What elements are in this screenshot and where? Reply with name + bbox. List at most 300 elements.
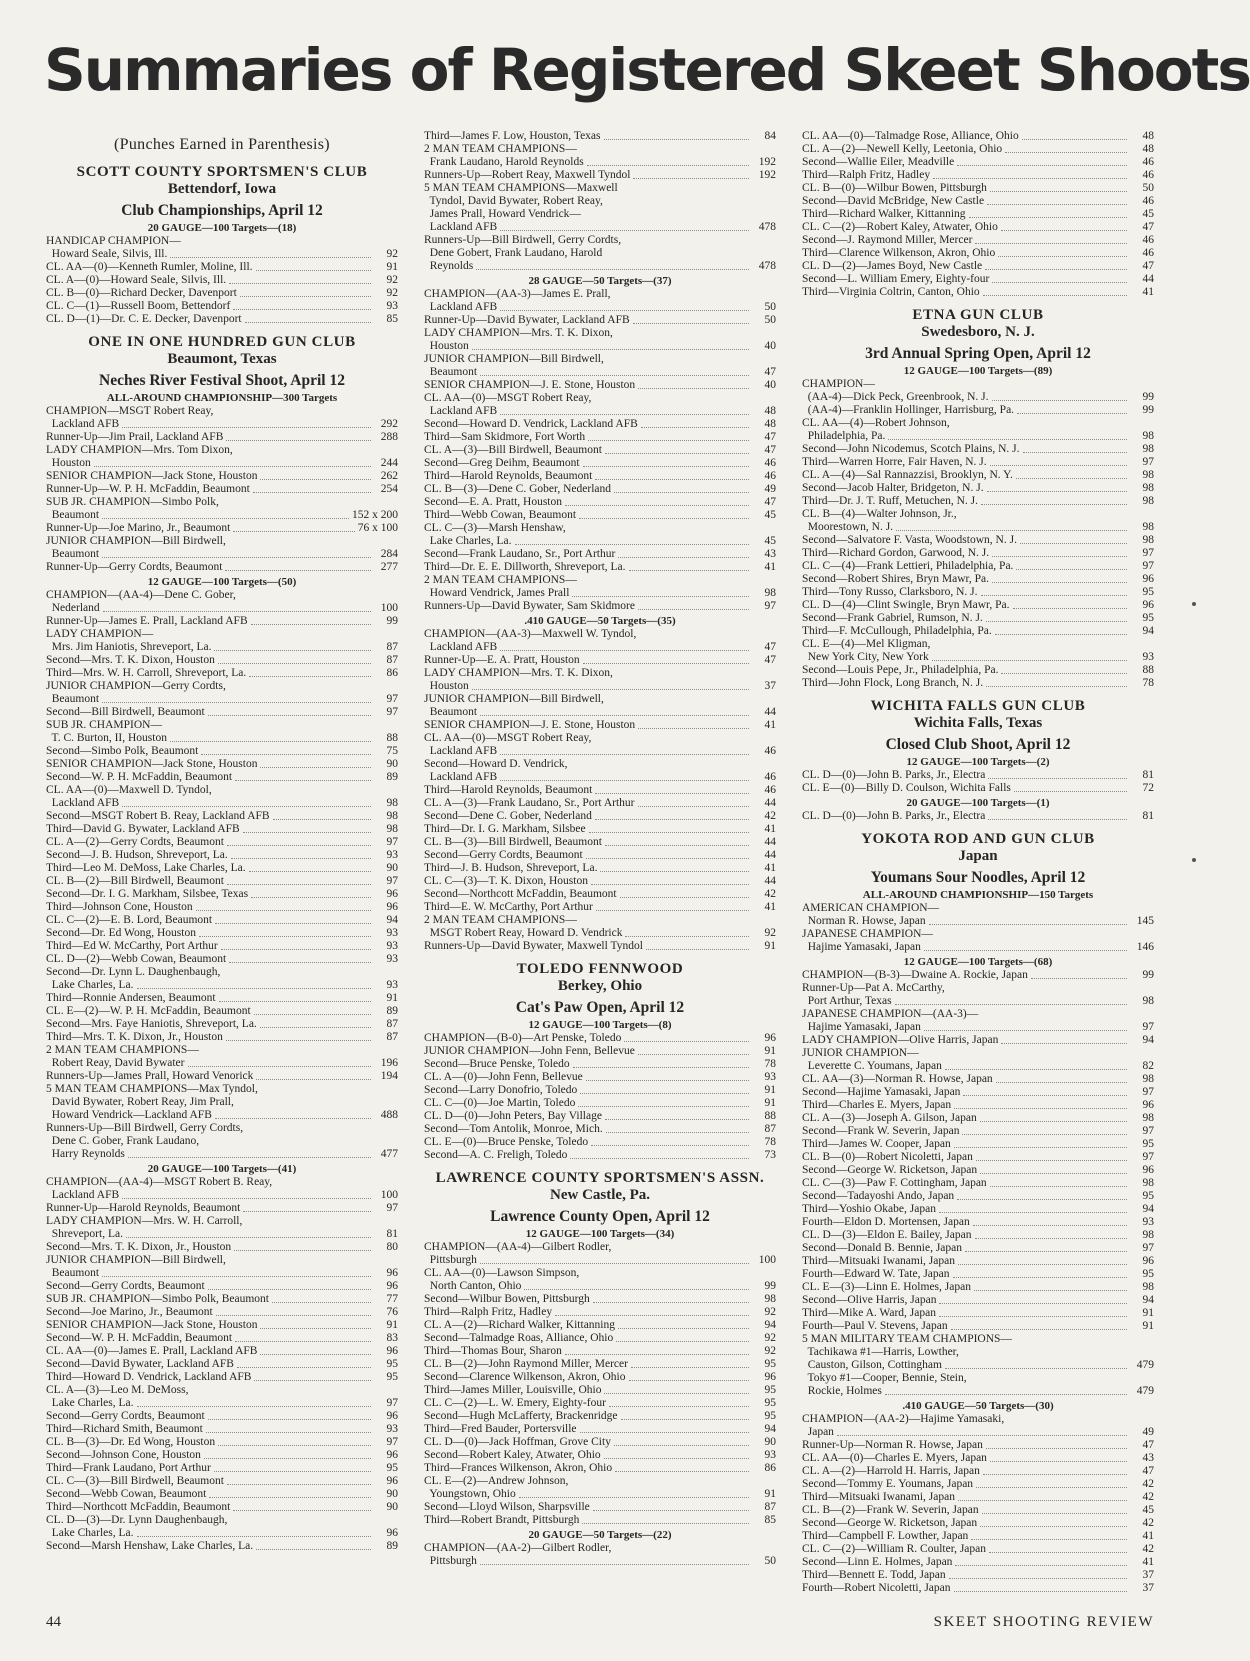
result-line: [802, 1255, 1154, 1268]
result-score: 95: [1142, 586, 1154, 598]
result-score: 46: [764, 457, 776, 469]
result-line: [802, 1268, 1154, 1281]
result-line: [802, 195, 1154, 208]
result-line: [424, 1032, 776, 1045]
result-score: 90: [386, 758, 398, 770]
result-text: Beaumont: [46, 548, 100, 560]
gauge-heading: 20 GAUGE—100 Targets—(1): [906, 797, 1050, 809]
result-text: Second—Donald B. Bennie, Japan: [802, 1242, 963, 1254]
result-text: SUB JR. CHAMPION—: [46, 719, 162, 731]
leader-dots: [949, 1578, 1127, 1579]
leader-dots: [227, 1484, 371, 1485]
result-text: Third—F. McCullough, Philadelphia, Pa.: [802, 625, 992, 637]
result-line: [424, 914, 776, 927]
result-score: 98: [1142, 1281, 1154, 1293]
result-score: 94: [386, 914, 398, 926]
event-title: Youmans Sour Noodles, April 12: [870, 869, 1086, 886]
result-text: Runners-Up—David Bywater, Maxwell Tyndol: [424, 940, 643, 952]
leader-dots: [586, 858, 749, 859]
result-score: 47: [764, 496, 776, 508]
gauge-heading: 20 GAUGE—100 Targets—(41): [147, 1163, 297, 1175]
leader-dots: [1001, 1043, 1127, 1044]
result-text: JUNIOR CHAMPION—Bill Birdwell,: [46, 1254, 226, 1266]
result-score: 87: [386, 641, 398, 653]
result-line: [802, 969, 1154, 982]
result-text: Second—Joe Marino, Jr., Beaumont: [46, 1306, 213, 1318]
result-text: Third—Harold Reynolds, Beaumont: [424, 470, 593, 482]
result-text: Third—David G. Bywater, Lackland AFB: [46, 823, 240, 835]
leader-dots: [616, 1341, 749, 1342]
result-text: CHAMPION—(AA-2)—Gilbert Rodler,: [424, 1542, 612, 1554]
result-text: CL. AA—(0)—Lawson Simpson,: [424, 1267, 580, 1279]
result-text: Leverette C. Youmans, Japan: [802, 1060, 942, 1072]
result-line: [424, 470, 776, 483]
result-text: JUNIOR CHAMPION—: [802, 1047, 919, 1059]
result-line: [46, 287, 398, 300]
result-text: Second—Northcott McFaddin, Beaumont: [424, 888, 617, 900]
leader-dots: [583, 663, 749, 664]
result-score: 93: [386, 849, 398, 861]
page-title: Summaries of Registered Skeet Shoots: [44, 36, 1250, 104]
result-score: 91: [1142, 1307, 1154, 1319]
leader-dots: [939, 1303, 1127, 1304]
leader-dots: [572, 596, 749, 597]
result-line: [802, 1229, 1154, 1242]
result-text: Second—A. C. Freligh, Toledo: [424, 1149, 568, 1161]
club-location: New Castle, Pa.: [550, 1187, 650, 1203]
result-text: CHAMPION—: [802, 378, 875, 390]
result-line: [424, 221, 776, 234]
result-line: [46, 914, 398, 927]
leader-dots: [975, 1238, 1128, 1239]
leader-dots: [990, 1461, 1127, 1462]
result-text: Second—Bruce Penske, Toledo: [424, 1058, 570, 1070]
result-score: 100: [380, 1189, 398, 1201]
leader-dots: [620, 897, 749, 898]
result-score: 40: [764, 340, 776, 352]
leader-dots: [472, 349, 749, 350]
leader-dots: [589, 832, 749, 833]
result-line: [424, 1410, 776, 1423]
result-score: 37: [764, 680, 776, 692]
result-line: [46, 641, 398, 654]
result-line: [46, 667, 398, 680]
result-score: 97: [386, 1436, 398, 1448]
result-score: 41: [764, 561, 776, 573]
result-line: [424, 1436, 776, 1449]
result-text: Second—Jacob Halter, Bridgeton, N. J.: [802, 482, 984, 494]
result-text: Runner-Up—Pat A. McCarthy,: [802, 982, 945, 994]
result-score: 99: [764, 1280, 776, 1292]
result-line: [46, 274, 398, 287]
leader-dots: [208, 715, 371, 716]
leader-dots: [256, 270, 371, 271]
result-text: Third—Harold Reynolds, Beaumont: [424, 784, 593, 796]
result-text: Howard Vendrick, James Prall: [424, 587, 570, 599]
result-line: [46, 470, 398, 483]
leader-dots: [955, 1565, 1127, 1566]
leader-dots: [500, 414, 749, 415]
result-line: [424, 862, 776, 875]
leader-dots: [233, 531, 354, 532]
gauge-heading: .410 GAUGE—50 Targets—(35): [524, 615, 676, 627]
result-line: [802, 443, 1154, 456]
result-score: 50: [764, 301, 776, 313]
leader-dots: [578, 1106, 749, 1107]
result-text: Third—Johnson Cone, Houston: [46, 901, 193, 913]
leader-dots: [974, 1290, 1127, 1291]
result-text: CL. C—(2)—L. W. Emery, Eighty-four: [424, 1397, 606, 1409]
leader-dots: [989, 1552, 1127, 1553]
result-line: [46, 797, 398, 810]
result-text: CHAMPION—(AA-4)—MSGT Robert B. Reay,: [46, 1176, 273, 1188]
leader-dots: [249, 871, 371, 872]
result-score: 42: [1142, 1543, 1154, 1555]
result-text: Second—Clarence Wilkenson, Akron, Ohio: [424, 1371, 626, 1383]
leader-dots: [240, 296, 371, 297]
result-line: [424, 1084, 776, 1097]
leader-dots: [641, 427, 749, 428]
result-text: (AA-4)—Dick Peck, Greenbrook, N. J.: [802, 391, 989, 403]
result-score: 97: [386, 1202, 398, 1214]
result-score: 75: [386, 745, 398, 757]
result-line: [424, 457, 776, 470]
result-text: Second—Dr. Lynn L. Daughenbaugh,: [46, 966, 221, 978]
result-score: 98: [1142, 1073, 1154, 1085]
result-text: CL. C—(2)—E. B. Lord, Beaumont: [46, 914, 213, 926]
result-text: Robert Reay, David Bywater: [46, 1057, 185, 1069]
club-name: LAWRENCE COUNTY SPORTSMEN'S ASSN.: [435, 1170, 765, 1186]
leader-dots: [631, 1367, 749, 1368]
result-text: CL. B—(4)—Walter Johnson, Jr.,: [802, 508, 957, 520]
result-text: Third—Dr. J. T. Ruff, Metuchen, N. J.: [802, 495, 978, 507]
result-score: 95: [764, 1397, 776, 1409]
result-text: Runner-Up—Harold Reynolds, Beaumont: [46, 1202, 241, 1214]
result-score: 98: [386, 797, 398, 809]
result-text: Second—J. Raymond Miller, Mercer: [802, 234, 973, 246]
result-score: 97: [1142, 1021, 1154, 1033]
leader-dots: [945, 1368, 1127, 1369]
result-score: 47: [1142, 1465, 1154, 1477]
result-text: Lake Charles, La.: [46, 1397, 134, 1409]
result-text: CL. C—(3)—Marsh Henshaw,: [424, 522, 566, 534]
result-text: Third—Campbell F. Lowther, Japan: [802, 1530, 969, 1542]
result-text: Lackland AFB: [424, 221, 498, 233]
leader-dots: [570, 1158, 749, 1159]
result-line: [46, 1475, 398, 1488]
result-line: [424, 1293, 776, 1306]
leader-dots: [985, 269, 1127, 270]
gauge-heading: ALL-AROUND CHAMPIONSHIP—150 Targets: [862, 889, 1094, 901]
result-score: 94: [1142, 1294, 1154, 1306]
leader-dots: [591, 1145, 749, 1146]
event-title: 3rd Annual Spring Open, April 12: [865, 345, 1091, 362]
column-1: [46, 130, 398, 1570]
result-score: 91: [764, 1045, 776, 1057]
result-score: 91: [386, 261, 398, 273]
result-line: [802, 469, 1154, 482]
result-line: [46, 719, 398, 732]
result-score: 94: [764, 1319, 776, 1331]
result-line: [802, 1504, 1154, 1517]
result-text: AMERICAN CHAMPION—: [802, 902, 940, 914]
gauge-heading: .410 GAUGE—50 Targets—(30): [902, 1400, 1054, 1412]
result-line: [802, 1491, 1154, 1504]
result-text: Second—Robert Shires, Bryn Mawr, Pa.: [802, 573, 990, 585]
result-line: [802, 1021, 1154, 1034]
result-text: Beaumont: [424, 366, 478, 378]
leader-dots: [988, 778, 1127, 779]
result-score: 73: [764, 1149, 776, 1161]
result-text: Beaumont: [46, 693, 100, 705]
result-score: 97: [386, 693, 398, 705]
result-line: [424, 156, 776, 169]
result-text: Second—Wallie Eiler, Meadville: [802, 156, 955, 168]
result-line: [424, 496, 776, 509]
result-line: [46, 628, 398, 641]
leader-dots: [201, 754, 371, 755]
result-line: [802, 404, 1154, 417]
result-score: 47: [1142, 1439, 1154, 1451]
leader-dots: [587, 165, 749, 166]
leader-dots: [229, 283, 371, 284]
result-score: 81: [386, 1228, 398, 1240]
leader-dots: [837, 1435, 1127, 1436]
result-line: [802, 941, 1154, 954]
leader-dots: [227, 845, 371, 846]
result-score: 244: [380, 457, 398, 469]
result-score: 292: [380, 418, 398, 430]
leader-dots: [122, 1198, 371, 1199]
leader-dots: [500, 650, 749, 651]
result-score: 46: [1142, 234, 1154, 246]
leader-dots: [251, 624, 371, 625]
leader-dots: [1013, 608, 1128, 609]
result-line: [46, 1044, 398, 1057]
result-text: Third—Dr. E. E. Dillworth, Shreveport, La.: [424, 561, 626, 573]
result-line: [802, 928, 1154, 941]
result-text: Lackland AFB: [424, 771, 498, 783]
result-line: [802, 1426, 1154, 1439]
edge-speck: [1192, 602, 1196, 606]
result-line: [46, 1122, 398, 1135]
result-line: [424, 1241, 776, 1254]
result-score: 46: [764, 470, 776, 482]
result-text: Causton, Gilson, Cottingham: [802, 1359, 942, 1371]
result-line: [46, 548, 398, 561]
result-text: Rockie, Holmes: [802, 1385, 882, 1397]
leader-dots: [273, 819, 371, 820]
result-text: Third—Mrs. T. K. Dixon, Jr., Houston: [46, 1031, 223, 1043]
result-score: 95: [1142, 1190, 1154, 1202]
club-location: Beaumont, Texas: [167, 351, 277, 367]
result-line: [802, 221, 1154, 234]
result-score: 46: [1142, 156, 1154, 168]
leader-dots: [260, 479, 371, 480]
result-line: [424, 169, 776, 182]
leader-dots: [625, 936, 749, 937]
result-text: Second—MSGT Robert B. Reay, Lackland AFB: [46, 810, 270, 822]
result-score: 98: [1142, 1177, 1154, 1189]
result-text: Runner-Up—David Bywater, Lackland AFB: [424, 314, 630, 326]
club-location: Bettendorf, Iowa: [167, 181, 277, 197]
result-line: [802, 1073, 1154, 1086]
result-text: Third—Robert Brandt, Pittsburgh: [424, 1514, 580, 1526]
result-line: [802, 1320, 1154, 1333]
result-text: Third—Webb Cowan, Beaumont: [424, 509, 577, 521]
leader-dots: [888, 439, 1127, 440]
result-score: 41: [764, 901, 776, 913]
result-text: Second—Greg Deihm, Beaumont: [424, 457, 580, 469]
result-line: [424, 535, 776, 548]
leader-dots: [586, 1080, 749, 1081]
result-line: [424, 1449, 776, 1462]
leader-dots: [588, 440, 749, 441]
result-line: [802, 456, 1154, 469]
result-line: [46, 444, 398, 457]
result-line: [46, 535, 398, 548]
result-text: Second—Simbo Polk, Beaumont: [46, 745, 199, 757]
result-line: [46, 1057, 398, 1070]
result-line: [46, 888, 398, 901]
result-line: [424, 1371, 776, 1384]
result-score: 96: [1142, 1099, 1154, 1111]
result-score: 81: [1142, 769, 1154, 781]
result-score: 88: [764, 1110, 776, 1122]
leader-dots: [565, 505, 749, 506]
result-text: Third—Ralph Fritz, Hadley: [802, 169, 931, 181]
result-score: 41: [764, 862, 776, 874]
result-text: CL. E—(2)—Andrew Johnson,: [424, 1475, 569, 1487]
result-line: [802, 1242, 1154, 1255]
result-line: [46, 1345, 398, 1358]
result-text: Third—E. W. McCarthy, Port Arthur: [424, 901, 593, 913]
result-text: LADY CHAMPION—Mrs. T. K. Dixon,: [424, 327, 613, 339]
leader-dots: [983, 295, 1127, 296]
leader-dots: [260, 767, 371, 768]
result-score: 41: [1142, 286, 1154, 298]
result-line: [46, 966, 398, 979]
result-line: [46, 1215, 398, 1228]
result-line: [46, 235, 398, 248]
result-score: 50: [764, 1555, 776, 1567]
leader-dots: [209, 1497, 371, 1498]
result-score: 97: [386, 706, 398, 718]
result-text: Runner-Up—W. P. H. McFaddin, Beaumont: [46, 483, 250, 495]
result-score: 88: [1142, 664, 1154, 676]
leader-dots: [102, 1276, 371, 1277]
result-line: [802, 1478, 1154, 1491]
result-score: 43: [1142, 1452, 1154, 1464]
result-line: [46, 248, 398, 261]
result-text: Frank Laudano, Harold Reynolds: [424, 156, 584, 168]
result-score: 98: [764, 587, 776, 599]
leader-dots: [988, 819, 1127, 820]
leader-dots: [969, 217, 1127, 218]
result-text: Fourth—Paul V. Stevens, Japan: [802, 1320, 948, 1332]
result-text: CL. AA—(0)—Maxwell D. Tyndol,: [46, 784, 212, 796]
result-line: [424, 1501, 776, 1514]
result-text: Second—W. P. H. McFaddin, Beaumont: [46, 1332, 233, 1344]
result-text: Third—Mitsuaki Iwanami, Japan: [802, 1491, 955, 1503]
result-line: [802, 143, 1154, 156]
result-score: 44: [764, 797, 776, 809]
leader-dots: [987, 491, 1127, 492]
result-text: Lackland AFB: [424, 405, 498, 417]
result-text: Second—George W. Ricketson, Japan: [802, 1164, 978, 1176]
result-line: [802, 1281, 1154, 1294]
result-text: Second—Gerry Cordts, Beaumont: [46, 1280, 205, 1292]
result-text: Third—Richard Smith, Beaumont: [46, 1423, 203, 1435]
result-text: Lackland AFB: [424, 745, 498, 757]
result-text: Second—Marsh Henshaw, Lake Charles, La.: [46, 1540, 254, 1552]
gauge-heading: 20 GAUGE—100 Targets—(18): [147, 222, 297, 234]
leader-dots: [604, 1458, 749, 1459]
result-text: Second—George W. Ricketson, Japan: [802, 1517, 978, 1529]
leader-dots: [579, 518, 749, 519]
result-line: [802, 769, 1154, 782]
result-line: [802, 534, 1154, 547]
result-line: [424, 771, 776, 784]
result-text: Moorestown, N. J.: [802, 521, 894, 533]
result-line: [802, 1060, 1154, 1073]
result-score: 96: [386, 1475, 398, 1487]
result-score: 488: [380, 1109, 398, 1121]
result-text: Second—Johnson Cone, Houston: [46, 1449, 201, 1461]
result-score: 81: [1142, 810, 1154, 822]
result-score: 44: [764, 836, 776, 848]
result-line: [802, 612, 1154, 625]
result-score: 48: [1142, 130, 1154, 142]
result-line: [424, 208, 776, 221]
result-text: Mrs. Jim Haniotis, Shreveport, La.: [46, 641, 212, 653]
leader-dots: [957, 1199, 1127, 1200]
result-text: 5 MAN TEAM CHAMPIONS—Maxwell: [424, 182, 618, 194]
result-score: 96: [1142, 1164, 1154, 1176]
event-title: Club Championships, April 12: [121, 202, 323, 219]
result-score: 99: [1142, 969, 1154, 981]
leader-dots: [973, 1225, 1127, 1226]
result-score: 43: [764, 548, 776, 560]
leader-dots: [196, 910, 371, 911]
result-text: Third—Fred Bauder, Portersville: [424, 1423, 577, 1435]
result-text: CL. D—(0)—Jack Hoffman, Grove City: [424, 1436, 611, 1448]
result-line: [46, 693, 398, 706]
leader-dots: [954, 1108, 1127, 1109]
leader-dots: [188, 1066, 372, 1067]
leader-dots: [932, 660, 1127, 661]
result-line: [424, 810, 776, 823]
result-text: Second—Lloyd Wilson, Sharpsville: [424, 1501, 590, 1513]
result-score: 41: [764, 823, 776, 835]
result-text: Second—L. William Emery, Eighty-four: [802, 273, 990, 285]
result-text: 2 MAN TEAM CHAMPIONS—: [424, 574, 577, 586]
leader-dots: [965, 1251, 1127, 1252]
result-line: [802, 560, 1154, 573]
leader-dots: [170, 257, 371, 258]
result-score: 96: [386, 1280, 398, 1292]
result-text: Third—Mrs. W. H. Carroll, Shreveport, La.: [46, 667, 247, 679]
leader-dots: [237, 1367, 371, 1368]
result-text: Second—John Nicodemus, Scotch Plains, N. J.: [802, 443, 1020, 455]
leader-dots: [500, 230, 749, 231]
result-score: 85: [386, 313, 398, 325]
leader-dots: [604, 1393, 749, 1394]
result-text: Third—Mike A. Ward, Japan: [802, 1307, 936, 1319]
result-text: Third—Frank Laudano, Port Arthur: [46, 1462, 211, 1474]
result-text: Third—Virginia Coltrin, Canton, Ohio: [802, 286, 980, 298]
result-score: 76 x 100: [357, 522, 398, 534]
